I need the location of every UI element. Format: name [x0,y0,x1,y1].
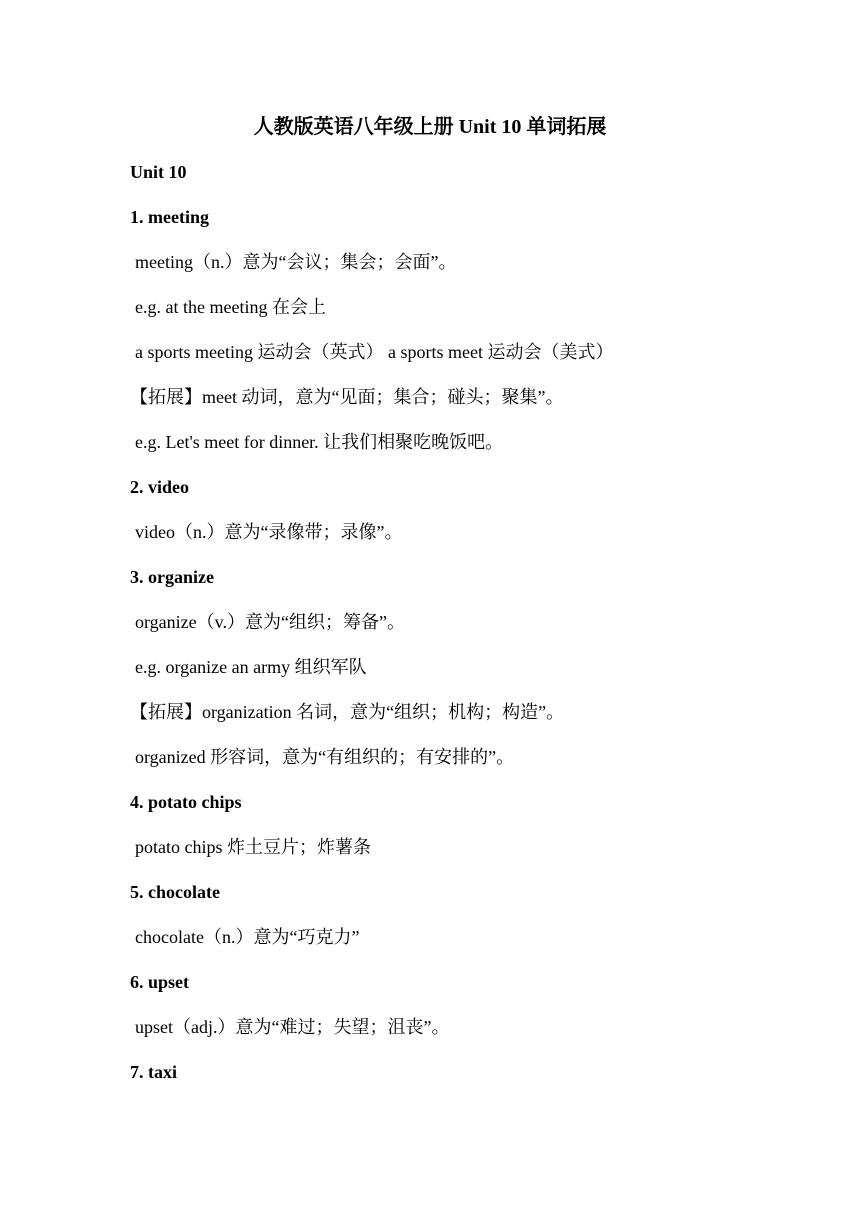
entry-heading-potato-chips: 4. potato chips [130,792,242,812]
document-title: 人教版英语八年级上册 Unit 10 单词拓展 [253,116,607,138]
example-line: a sports meeting 运动会（英式） a sports meet 运动会（美式） [135,342,614,362]
definition-line: meeting（n.）意为“会议；集会；会面”。 [135,252,457,272]
entry-heading-organize: 3. organize [130,567,214,587]
extension-line: 【拓展】organization 名词，意为“组织；机构；构造”。 [130,702,565,722]
example-line: e.g. organize an army 组织军队 [135,657,367,677]
entry-heading-meeting: 1. meeting [130,207,209,227]
entry-heading-taxi: 7. taxi [130,1062,177,1082]
example-line: e.g. Let's meet for dinner. 让我们相聚吃晚饭吧。 [135,432,504,452]
definition-line: potato chips 炸土豆片；炸薯条 [135,837,371,857]
extension-line: 【拓展】meet 动词，意为“见面；集合；碰头；聚集”。 [130,387,564,407]
entry-heading-video: 2. video [130,477,190,497]
extension-line: organized 形容词，意为“有组织的；有安排的”。 [135,747,515,767]
definition-line: chocolate（n.）意为“巧克力” [135,927,360,947]
definition-line: organize（v.）意为“组织；筹备”。 [135,612,405,632]
definition-line: upset（adj.）意为“难过；失望；沮丧”。 [135,1017,450,1037]
example-line: e.g. at the meeting 在会上 [135,297,326,317]
unit-heading: Unit 10 [130,162,187,182]
definition-line: video（n.）意为“录像带；录像”。 [135,522,403,542]
entry-heading-chocolate: 5. chocolate [130,882,220,902]
entry-heading-upset: 6. upset [130,972,190,992]
